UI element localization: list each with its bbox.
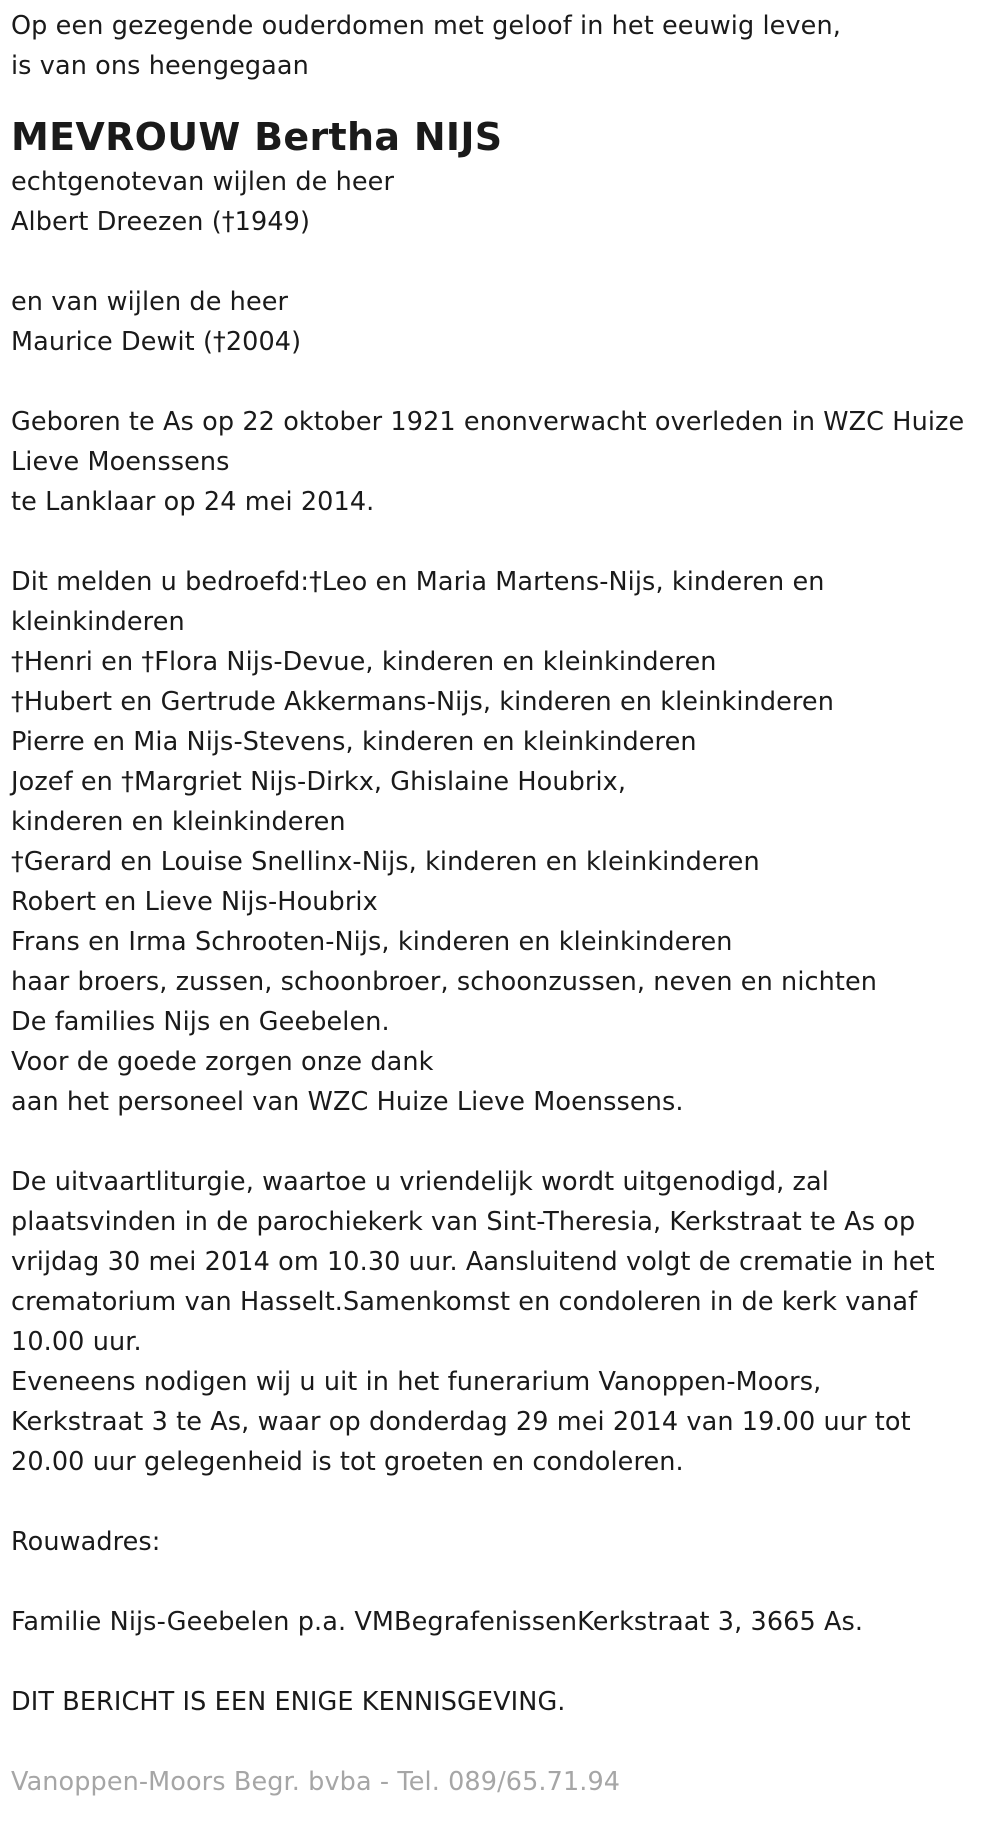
service-line: Eveneens nodigen wij u uit in het funerarium Vanoppen-Moors, xyxy=(11,1367,822,1397)
mourning-address: Familie Nijs-Geebelen p.a. VMBegrafenissenKerkstraat 3, 3665 As. xyxy=(11,1607,864,1637)
mourner-line: kinderen en kleinkinderen xyxy=(11,807,346,837)
mourner-line: Jozef en †Margriet Nijs-Dirkx, Ghislaine Houbrix, xyxy=(11,767,627,797)
spouse-intro: en van wijlen de heer xyxy=(11,287,289,317)
service-line: crematorium van Hasselt.Samenkomst en condoleren in de kerk vanaf xyxy=(11,1287,918,1317)
mourning-address-label: Rouwadres: xyxy=(11,1527,161,1557)
funeral-home-footer: Vanoppen-Moors Begr. bvba - Tel. 089/65.71.94 xyxy=(11,1767,621,1797)
mourners-list xyxy=(11,562,991,1122)
service-line: plaatsvinden in de parochiekerk van Sint-Theresia, Kerkstraat te As op xyxy=(11,1207,916,1237)
service-line: 10.00 uur. xyxy=(11,1327,142,1357)
mourner-line: Pierre en Mia Nijs-Stevens, kinderen en kleinkinderen xyxy=(11,727,697,757)
mourner-line: De families Nijs en Geebelen. xyxy=(11,1007,390,1037)
spouse-intro: echtgenotevan wijlen de heer xyxy=(11,167,395,197)
spouse-name: Maurice Dewit (†2004) xyxy=(11,327,302,357)
mourner-line: Dit melden u bedroefd:†Leo en Maria Martens-Nijs, kinderen en xyxy=(11,567,825,597)
service-details xyxy=(11,1162,991,1482)
mourner-line: haar broers, zussen, schoonbroer, schoonzussen, neven en nichten xyxy=(11,967,878,997)
intro-line: is van ons heengegaan xyxy=(11,51,309,81)
service-line: De uitvaartliturgie, waartoe u vriendelijk wordt uitgenodigd, zal xyxy=(11,1167,829,1197)
mourner-line: aan het personeel van WZC Huize Lieve Moenssens. xyxy=(11,1087,684,1117)
mourner-line: kleinkinderen xyxy=(11,607,185,637)
birth-death-line: te Lanklaar op 24 mei 2014. xyxy=(11,487,375,517)
mourner-line: Frans en Irma Schrooten-Nijs, kinderen en kleinkinderen xyxy=(11,927,733,957)
deceased-name: MEVROUW Bertha NIJS xyxy=(11,115,503,159)
service-line: 20.00 uur gelegenheid is tot groeten en condoleren. xyxy=(11,1447,684,1477)
birth-death-line: Lieve Moenssens xyxy=(11,447,230,477)
mourner-line: †Gerard en Louise Snellinx-Nijs, kinderen en kleinkinderen xyxy=(11,847,760,877)
intro-line: Op een gezegende ouderdomen met geloof in het eeuwig leven, xyxy=(11,11,841,41)
service-line: Kerkstraat 3 te As, waar op donderdag 29 mei 2014 van 19.00 uur tot xyxy=(11,1407,911,1437)
birth-death-line: Geboren te As op 22 oktober 1921 enonverwacht overleden in WZC Huize xyxy=(11,407,965,437)
mourner-line: Voor de goede zorgen onze dank xyxy=(11,1047,434,1077)
service-line: vrijdag 30 mei 2014 om 10.30 uur. Aansluitend volgt de crematie in het xyxy=(11,1247,935,1277)
mourner-line: Robert en Lieve Nijs-Houbrix xyxy=(11,887,378,917)
notice-text: DIT BERICHT IS EEN ENIGE KENNISGEVING. xyxy=(11,1687,566,1717)
obituary-notice xyxy=(11,6,991,1802)
mourner-line: †Henri en †Flora Nijs-Devue, kinderen en kleinkinderen xyxy=(11,647,717,677)
mourner-line: †Hubert en Gertrude Akkermans-Nijs, kinderen en kleinkinderen xyxy=(11,687,834,717)
spouse-name: Albert Dreezen (†1949) xyxy=(11,207,311,237)
